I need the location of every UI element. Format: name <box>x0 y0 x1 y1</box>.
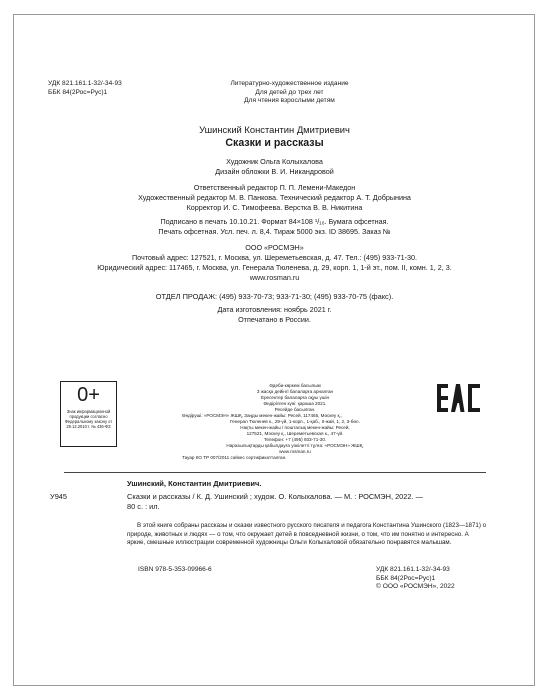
editor-line: Ответственный редактор П. П. Лемени-Македон <box>193 183 356 192</box>
editor-line: Корректор И. С. Тимофеева. Верстка В. В. Никитина <box>186 203 363 212</box>
editor-credits <box>0 183 549 213</box>
catalog-codes <box>376 566 455 592</box>
kazakh-line: 3 жасқа дейінгі балаларға арналған <box>256 389 334 394</box>
artist-credits <box>0 157 549 177</box>
publisher-website: www.rosman.ru <box>249 273 300 282</box>
book-title: Сказки и рассказы <box>225 137 324 149</box>
catalog-abstract: В этой книге собраны рассказы и сказки известного русского писателя и педагога Константина Ушинского (1823—1871) о природе, животных и людях — о том, что окружает детей в повседневной жизни, о том, что им понятно и интересно. А яркие, смешные иллюстрации современной художницы Ольги Колыхаловой обязательно понравятся малышам. <box>127 522 487 547</box>
legal-address: Юридический адрес: 117465, г. Москва, ул. Генерала Тюленева, д. 29, корп. 1, 1-й эт., пом. II, комн. 1, 2, 3. <box>97 263 452 272</box>
sales-department: ОТДЕЛ ПРОДАЖ: (495) 933-70-73; 933-71-30; (495) 933-70-75 (факс). <box>155 292 394 301</box>
catalog-line: 80 с. : ил. <box>127 502 160 511</box>
kazakh-line: 127521, Мәскеу қ., Шереметьевская к., 47-үй. <box>246 431 344 436</box>
editor-line: Художественный редактор М. В. Панкова. Технический редактор А. Т. Добрынина <box>138 193 411 202</box>
catalog-description <box>127 492 507 512</box>
kazakh-line: Өндірілген күні: қараша 2021. <box>263 401 327 406</box>
age-audience-line: Для детей до трех лет <box>255 88 324 96</box>
reading-line: Для чтения взрослыми детям <box>244 97 335 105</box>
genre-info <box>0 80 549 106</box>
kazakh-info <box>180 383 410 461</box>
age-rating-badge <box>60 381 117 447</box>
publisher-info <box>0 243 549 283</box>
isbn: ISBN 978-5-353-09966-6 <box>138 566 212 573</box>
kazakh-line: Әдеби-көркем басылым <box>269 383 321 388</box>
print-spec-line: Печать офсетная. Усл. печ. л. 8,4. Тираж 5000 экз. ID 38695. Заказ № <box>158 227 391 236</box>
print-specs <box>0 217 549 237</box>
author-mark-code: У945 <box>50 492 68 501</box>
production-info <box>0 305 549 325</box>
age-rating-mark: 0+ <box>77 384 100 406</box>
catalog-line: Сказки и рассказы / К. Д. Ушинский ; худож. О. Колыхалова. — М. : РОСМЭН, 2022. — <box>127 492 424 501</box>
kazakh-line: Ресейде басылған. <box>274 407 316 412</box>
cover-credit: Дизайн обложки В. И. Никандровой <box>215 167 334 176</box>
copyright: © ООО «РОСМЭН», 2022 <box>376 583 455 591</box>
kazakh-line: Генерал Тюленев к., 29-үй, 1-корп., 1-қаб., II-жай, 1, 2, 3-бөл. <box>230 419 360 424</box>
udk-code: УДК 821.161.1-32/-34-93 <box>376 566 450 573</box>
genre-line: Литературно-художественное издание <box>230 80 349 87</box>
eac-mark-icon <box>436 383 482 413</box>
divider <box>64 472 486 473</box>
kazakh-line: Ересектер балаларға оқуы үшін <box>260 395 330 400</box>
publisher-name: ООО «РОСМЭН» <box>245 243 304 252</box>
printed-country: Отпечатано в России. <box>238 315 311 324</box>
kazakh-line: www.rosman.ru <box>279 449 311 454</box>
illustrator-credit: Художник Ольга Колыхалова <box>226 157 323 166</box>
bbk-code: ББК 84(2Рос=Рус)1 <box>48 88 108 96</box>
postal-address: Почтовый адрес: 127521, г. Москва, ул. Шереметьевская, д. 47. Тел.: (495) 933-71-30. <box>131 253 418 262</box>
udk-code: УДК 821.161.1-32/-34-93 <box>48 80 122 87</box>
production-date: Дата изготовления: ноябрь 2021 г. <box>217 305 332 314</box>
kazakh-line: Нақты мекен-жайы / пошталық мекен-жайы: Ресей, <box>240 425 350 430</box>
book-author: Ушинский Константин Дмитриевич <box>199 124 350 135</box>
print-spec-line: Подписано в печать 10.10.21. Формат 84×108 ¹/₁₆. Бумага офсетная. <box>160 217 389 226</box>
age-rating-note: Знак информационной продукции согласно Федеральному закону от 29.12.2010 г. № 436-ФЗ <box>64 409 113 429</box>
bbk-code: ББК 84(2Рос=Рус)1 <box>376 574 436 582</box>
kazakh-line: Телефон: +7 (495) 933-71-30. <box>263 437 327 442</box>
page-frame <box>13 14 535 686</box>
catalog-author: Ушинский, Константин Дмитриевич. <box>127 479 262 488</box>
kazakh-line: Тауар КО ТР 007/2011 сәйкес сертификатталған. <box>182 455 287 460</box>
kazakh-line: Наразылықтарды қабылдауға уәкілетті тұлға: «РОСМЭН» ЖШҚ, <box>226 443 364 448</box>
kazakh-line: Өндіруші: «РОСМЭН» ЖШҚ, Заңды мекен-жайы: Ресей, 117465, Мәскеу қ., <box>182 413 343 418</box>
